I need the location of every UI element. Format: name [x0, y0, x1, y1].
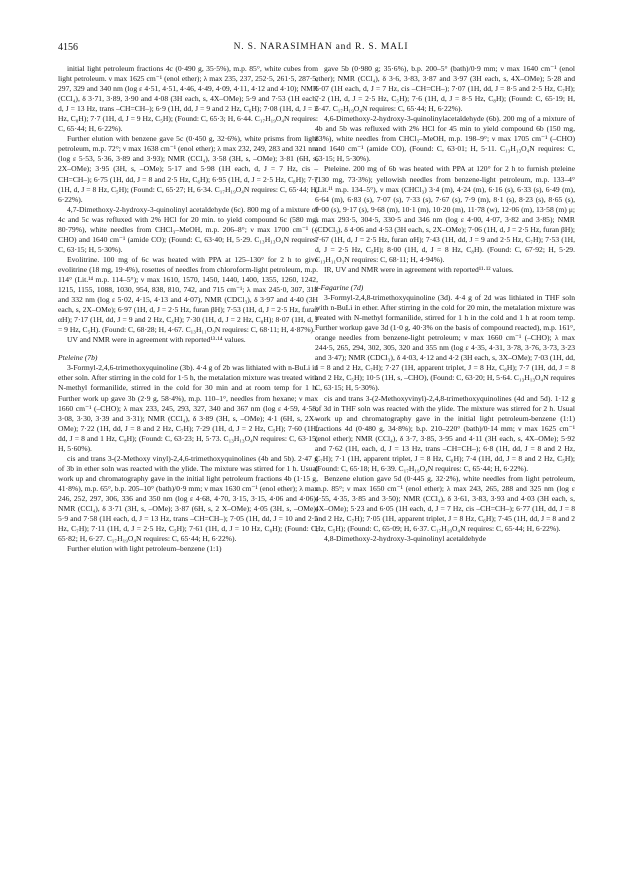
paragraph: Further elution with benzene gave 5c (0·450 g, 32·6%), white prisms from light petroleum, m.p. 72°; ν max 1638 cm⁻¹ (enol ether); λ max 232, 249, 283 and 321 nm (log ε 5·53, 5·36, 3·89 and 3·93); NMR (CCl₄), 3·58 (3H, s, –OMe); 3·81 (6H, s, 2X–OMe); 3·95 (3H, s, –OMe); 5·17 and 5·98 (1H each, d, J = 7 Hz, cis –CH=CH–); 6·75 (1H, dd, J = 8 and 2·5 Hz, C₆H); 6·95 (1H, d, J = 2·5 Hz, C₈H); 7·7 (1H, d, J = 8 Hz, C₅H); (Found: C, 65·27; H, 6·34. C₁₇H₁₉O₄N requires: C, 65·44; H, 6·22%). — [58, 134, 318, 204]
paragraph: 4,6-Dimethoxy-2-hydroxy-3-quinolinylacetaldehyde (6b). 200 mg of a mixture of 4b and 5b was refluxed with 2% HCl for 45 min to yield compound 6b (150 mg, 83%), white needles from CHCl₃–MeOH, m.p. 198–9°; ν max 1705 cm⁻¹ (–CHO) and 1640 cm⁻¹ (amide CO), (Found: C, 63·01; H, 5·11. C₁₃H₁₃O₄N requires: C, 63·15; H, 5·30%). — [315, 114, 575, 164]
paragraph: Further elution with light petroleum–benzene (1:1) — [67, 544, 222, 554]
paragraph: 4,8-Dimethoxy-2-hydroxy-3-quinolinyl acetaldehyde — [324, 534, 486, 544]
paragraph: initial light petroleum fractions 4c (0·490 g, 35·5%), m.p. 85°, white cubes from light petroleum. ν max 1625 cm⁻¹ (enol ether); λ max 235, 237, 252·5, 261·5, 287·5, 297, 329 and 340 nm (log ε 4·51, 4·51, 4·46, 4·49, 4·09, 4·11, 4·12 and 4·10); NMR (CCl₄), δ 3·71, 3·89, 3·90 and 4·08 (3H each, s, 4X–OMe); 5·9 and 7·53 (1H each, d, J = 13 Hz, trans –CH=CH–); 6·9 (1H, dd, J = 9 and 2 Hz, C₆H); 7·08 (1H, d, J = 2 Hz, C₈H); 7·7 (1H, d, J = 9 Hz, C₅H); (Found: C, 65·3; H, 6·44. C₁₇H₁₉O₄N requires: C, 65·44; H, 6·22%). — [58, 64, 318, 134]
page-number: 4156 — [58, 42, 78, 53]
paragraph: UV and NMR were in agreement with reported¹³·¹⁴ values. — [67, 335, 246, 345]
section-heading: Pteleine (7b) — [58, 353, 98, 363]
paragraph: cis and trans 3-(2-Methoxy vinyl)-2,4,6-trimethoxyquinolines (4b and 5b). 2·47 g of 3b in ether soln was reacted with the ylide. The mixture was stirred for 1 h. Usual work up and chromatography gave in the initial light petroleum fractions 4b (1·15 g, 41·8%), m.p. 65°, b.p. 205–10° (bath)/0·9 mm; ν max 1630 cm⁻¹ (enol ether); λ max 246, 252, 297, 306, 336 and 350 nm (log ε 4·68, 4·70, 3·15, 3·15, 4·06 and 4·06); NMR (CCl₄), δ 3·71 (3H, s, –OMe); 3·87 (6H, s, 2 X–OMe); 4·05 (3H, s, –OMe); 5·9 and 7·58 (1H each, d, J = 13 Hz, trans –CH=CH–); 7·05 (1H, dd, J = 10 and 2·5 Hz, C₇H); 7·11 (1H, d, J = 2·5 Hz, C₅H); 7·61 (1H, d, J = 10 Hz, C₈H); (Found: C, 65·82; H, 6·27. C₁₇H₁₉O₄N requires: C, 65·44; H, 6·22%). — [58, 453, 318, 544]
paragraph: gave 5b (0·980 g; 35·6%), b.p. 200–5° (bath)/0·9 mm; ν max 1640 cm⁻¹ (enol ether); NMR (CCl₄), δ 3·6, 3·83, 3·87 and 3·97 (3H each, s, 4X–OMe); 5·28 and 6·07 (1H each, d, J = 7 Hz, cis –CH=CH–); 7·07 (1H, dd, J = 8·5 and 2·5 Hz, C₇H); 7·2 (1H, d, J = 2·5 Hz, C₅H); 7·6 (1H, d, J = 8·5 Hz, C₈H); (Found: C, 65·19; H, 6·47. C₁₇H₁₉O₄N requires: C, 65·44; H, 6·22%). — [315, 64, 575, 114]
paragraph: Pteleine. 200 mg of 6b was heated with PPA at 120° for 2 h to furnish pteleine (130 mg, 73·3%); yellowish needles from benzene-light petroleum, m.p. 133–4° (Lit.¹¹ m.p. 134–5°), ν max (CHCl₃) 3·4 (m), 4·24 (m), 6·16 (s), 6·33 (s), 6·49 (m), 6·64 (m), 6·83 (s), 7·07 (s), 7·33 (s), 7·67 (s), 7·9 (m), 8·1 (s), 8·23 (s), 8·65 (s), 9·00 (s), 9·17 (s), 9·68 (m), 10·1 (m), 10·20 (m), 11·78 (w), 12·06 (m), 13·58 (m) μ; λ max 293·5, 304·5, 330·5 and 346 nm (log ε 4·00, 4·07, 3·82 and 3·85); NMR (CDCl₃), δ 4·06 and 4·53 (3H each, s, 2X–OMe); 7·06 (1H, d, J = 2·5 Hz, furan βH); 7·67 (1H, d, J = 2·5 Hz, furan αH); 7·43 (1H, dd, J = 9 and 2·5 Hz, C₇H); 7·53 (1H, d, J = 2·5 Hz, C₅H); 8·00 (1H, d, J = 8 Hz, C₈H). (Found: C, 67·92; H, 5·29. C₁₃H₁₁O₃N requires: C, 68·11; H, 4·94%). — [315, 164, 575, 264]
running-title: N. S. NARASIMHAN and R. S. MALI — [233, 42, 409, 52]
section-heading-line — [315, 283, 575, 293]
page-header — [58, 42, 584, 56]
paragraph: 3-Formyl-2,4,8-trimethoxyquinoline (3d). 4·4 g of 2d was lithiated in THF soln with n-BuLi in ether. After stirring in the cold for 20 min, the metalation mixture was treated with N-methyl formanilide, stirred for 1 h in the cold and 1 h at room temp. Further workup gave 3d (1·0 g, 40·3% on the basis of compound reacted), m.p. 161°, orange needles from benzene-light petroleum; ν max 1660 cm⁻¹ (–CHO); λ max 244·5, 265, 294, 302, 305, 320 and 355 nm (log ε 4·35, 4·31, 3·78, 3·76, 3·73, 3·23 and 3·47); NMR (CDCl₃), δ 4·03, 4·12 and 4·2 (3H each, s, 3X–OMe); 7·03 (1H, dd, J = 8 and 2 Hz, C₇H); 7·27 (1H, apparent triplet, J = 8 Hz, C₆H); 7·7 (1H, dd, J = 8 and 2 Hz, C₅H); 10·5 (1H, s, –CHO), (Found: C, 63·20; H, 5·64. C₁₃H₁₃O₄N requires C, 63·15; H, 5·30%). — [315, 293, 575, 393]
paragraph: Evolitrine. 100 mg of 6c was heated with PPA at 125–130° for 2 h to give evolitrine (18 mg, 19·4%), rosettes of needles from chloroform-light petroleum, m.p. 114° (Lit.¹⁴ m.p. 114–5°); ν max 1610, 1570, 1450, 1440, 1400, 1355, 1260, 1242, 1215, 1155, 1088, 1030, 954, 838, 810, 742, and 715 cm⁻¹; λ max 245·0, 307, 318 and 332 nm (log ε 5·02, 4·15, 4·13 and 4·07), NMR (CDCl₃), δ 3·97 and 4·40 (3H each, s, 2X–OMe); 6·97 (1H, d, J = 2·5 Hz, furan βH); 7·53 (1H, d, J = 2·5 Hz, furan αH); 7·17 (1H, dd, J = 9 and 2 Hz, C₆H); 7·30 (1H, d, J = 2 Hz, C₈H); 8·07 (1H, d, J = 9 Hz, C₅H). (Found: C, 68·28; H, 4·67. C₁₃H₁₁O₃N requires: C, 68·11; H, 4·87%). — [58, 254, 318, 335]
left-column — [58, 64, 318, 554]
paragraph: 3-Formyl-2,4,6-trimethoxyquinoline (3b). 4·4 g of 2b was lithiated with n-BuLi in ether soln. After stirring in the cold for 1·5 h, the metalation mixture was treated with N-methyl formanilide, stirred in the cold for 30 min and at room temp for 1 h. Further work up gave 3b (2·9 g, 58·4%), m.p. 110–1°, needles from hexane; ν max 1660 cm⁻¹ (–CHO); λ max 233, 245, 293, 327, 340 and 367 nm (log ε 4·59, 4·58, 3·08, 3·30, 3·39 and 3·31); NMR (CCl₄), δ 3·89 (3H, s, –OMe); 4·1 (6H, s, 2X–OMe); 7·22 (1H, dd, J = 8 and 2 Hz, C₇H); 7·29 (1H, d, J = 2 Hz, C₅H); 7·60 (1H, dd, J = 8 and 1 Hz, C₈H); (Found: C, 63·23; H, 5·73. C₁₃H₁₃O₄N requires: C, 63·15; H, 5·60%). — [58, 363, 318, 453]
paragraph: IR, UV and NMR were in agreement with reported¹¹·¹² values. — [324, 264, 514, 274]
right-column — [315, 64, 575, 544]
paragraph: 4,7-Dimethoxy-2-hydroxy-3-quinolinyl acetaldehyde (6c). 800 mg of a mixture of 4c and 5c was refluxed with 2% HCl for 20 min. to yield compound 6c (580 mg, 80·79%), white needles from CHCl₃–MeOH, m.p. 206–8°; ν max 1700 cm⁻¹ (–CHO) and 1640 cm⁻¹ (amide CO); (Found: C, 63·40; H, 5·29. C₁₃H₁₃O₄N requires: C, 63·15; H, 5·30%). — [58, 204, 318, 254]
paragraph: Benzene elution gave 5d (0·445 g, 32·2%), white needles from light petroleum, m.p. 85°; ν max 1650 cm⁻¹ (enol ether); λ max 243, 265, 288 and 325 nm (log ε 4·55, 4·35, 3·85 and 3·50); NMR (CCl₄), δ 3·61, 3·83, 3·93 and 4·03 (3H each, s, 4X–OMe); 5·23 and 6·05 (1H each, d, J = 7 Hz, cis –CH=CH–); 6·77 (1H, dd, J = 8 and 2 Hz, C₇H); 7·05 (1H, apparent triplet, J = 8 Hz, C₆H); 7·45 (1H, dd, J = 8 and 2 Hz, C₅H); (Found: C, 65·09; H, 6·37. C₁₇H₁₉O₄N requires: C, 65·44; H, 6·22%). — [315, 473, 575, 534]
section-heading: γ-Fagarine (7d) — [315, 282, 364, 292]
paragraph: cis and trans 3-(2-Methoxyvinyl)-2,4,8-trimethoxyquinolines (4d and 5d). 1·12 g of 3d in THF soln was reacted with the ylide. The mixture was stirred for 2 h. Usual work up and chromatography gave in the initial light petroleum-benzene (1:1) fractions 4d (0·480 g, 34·8%); b.p. 210–220° (bath)/0·14 mm; ν max 1625 cm⁻¹ (enol ether); NMR (CCl₄), δ 3·7, 3·85, 3·95 and 4·11 (3H each, s, 4X–OMe); 5·92 and 7·62 (1H, each, d, J = 13 Hz, trans –CH=CH–); 6·8 (1H, dd, J = 8 and 2 Hz, C₇H); 7·1 (1H, apparent triplet, J = 8 Hz, C₆H); 7·4 (1H, dd, J = 8 and 2 Hz, C₅H); (Found: C, 65·18; H, 6·39. C₁₇H₁₉O₄N requires: C, 65·44; H, 6·22%). — [315, 393, 575, 473]
section-heading-line — [58, 353, 318, 363]
